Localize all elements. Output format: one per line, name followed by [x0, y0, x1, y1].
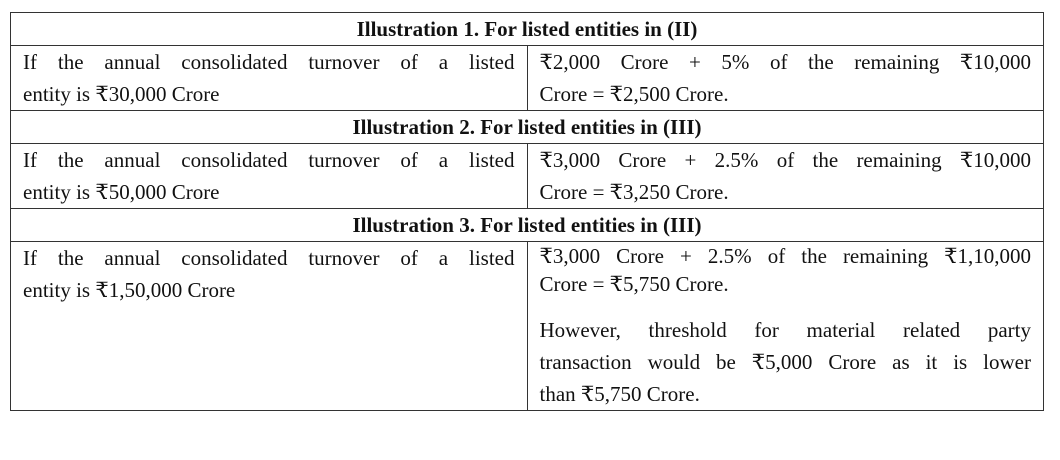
illustration-2-heading-row: [11, 111, 1044, 144]
illustration-2-calculation: [527, 144, 1044, 209]
illustration-1-calculation: [527, 46, 1044, 111]
illustration-3-condition: [11, 242, 528, 411]
calculation-line: ₹2,000 Crore + 5% of the remaining ₹10,000: [539, 50, 1031, 74]
illustration-1-row: [11, 46, 1044, 111]
illustration-3-heading: Illustration 3. For listed entities in (III): [11, 209, 1044, 242]
illustration-3-heading-row: [11, 209, 1044, 242]
condition-line: entity is ₹50,000 Crore: [23, 180, 220, 204]
condition-line: entity is ₹30,000 Crore: [23, 82, 220, 106]
note-paragraph: [540, 314, 1032, 410]
illustration-2-condition: [11, 144, 528, 209]
illustration-1-heading-row: [11, 13, 1044, 46]
illustration-3-row: [11, 242, 1044, 411]
illustration-3-calculation: [527, 242, 1044, 411]
note-line: than ₹5,750 Crore.: [539, 382, 700, 406]
note-line: transaction would be ₹5,000 Crore as it is lower: [539, 350, 1031, 374]
calculation-line: ₹3,000 Crore + 2.5% of the remaining ₹1,10,000: [539, 244, 1031, 268]
illustration-1-condition: [11, 46, 528, 111]
condition-line: If the annual consolidated turnover of a listed: [23, 148, 515, 172]
note-line: However, threshold for material related party: [539, 318, 1031, 342]
calculation-paragraph: [540, 242, 1032, 298]
calculation-line: Crore = ₹3,250 Crore.: [539, 180, 729, 204]
illustration-1-heading: Illustration 1. For listed entities in (II): [11, 13, 1044, 46]
calculation-line: Crore = ₹5,750 Crore.: [539, 272, 729, 296]
condition-line: If the annual consolidated turnover of a listed: [23, 246, 515, 270]
condition-line: If the annual consolidated turnover of a listed: [23, 50, 515, 74]
illustration-2-heading: Illustration 2. For listed entities in (III): [11, 111, 1044, 144]
illustration-2-row: [11, 144, 1044, 209]
calculation-line: ₹3,000 Crore + 2.5% of the remaining ₹10,000: [539, 148, 1031, 172]
calculation-line: Crore = ₹2,500 Crore.: [539, 82, 729, 106]
illustrations-table: [10, 12, 1044, 411]
condition-line: entity is ₹1,50,000 Crore: [23, 278, 236, 302]
